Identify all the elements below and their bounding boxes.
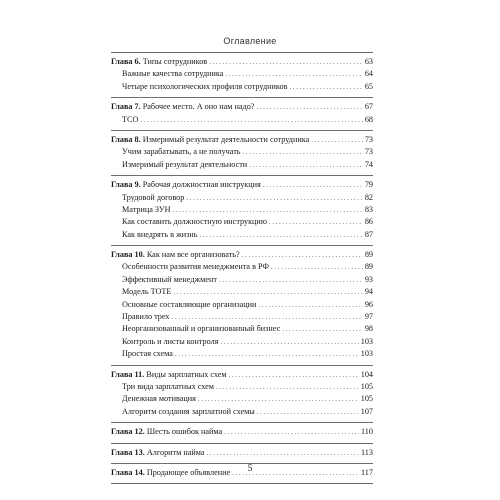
dot-leader xyxy=(225,70,362,78)
dot-leader xyxy=(289,83,362,91)
section-page: 64 xyxy=(364,69,373,79)
section-title: Учим зарабатывать, а не получать xyxy=(122,147,241,157)
chapter-block xyxy=(111,365,373,423)
chapter-number: Глава 12. xyxy=(111,427,145,437)
chapter-title xyxy=(111,370,227,379)
chapter-name: Как нам все организовать? xyxy=(146,250,240,260)
page-header: Оглавление xyxy=(223,36,277,46)
section-entry[interactable] xyxy=(111,407,373,419)
section-title: Модель ТОТЕ xyxy=(122,287,172,297)
dot-leader xyxy=(216,383,359,391)
dot-leader xyxy=(263,181,363,189)
section-page: 96 xyxy=(364,299,373,309)
chapter-block xyxy=(111,443,373,463)
section-title: ТСО xyxy=(122,114,139,124)
section-entry[interactable] xyxy=(111,275,373,287)
section-entry[interactable] xyxy=(111,349,373,361)
section-title: Матрица ЗУН xyxy=(122,204,171,214)
chapter-title xyxy=(111,448,205,457)
chapter-title xyxy=(111,57,207,66)
section-page: 87 xyxy=(364,229,373,239)
section-page: 103 xyxy=(360,336,373,346)
chapter-title xyxy=(111,135,309,144)
dot-leader xyxy=(269,218,363,226)
section-title: Простая схема xyxy=(122,349,173,359)
chapter-number: Глава 10. xyxy=(111,250,145,260)
dot-leader xyxy=(173,206,363,214)
section-page: 105 xyxy=(360,381,373,391)
chapter-entry[interactable] xyxy=(111,370,373,382)
chapter-entry[interactable] xyxy=(111,57,373,69)
page-number: 5 xyxy=(247,464,253,474)
chapter-page: 67 xyxy=(364,102,373,112)
section-entry[interactable] xyxy=(111,300,373,312)
section-page: 94 xyxy=(364,287,373,297)
section-title: Неорганизованный и организованный бизнес xyxy=(122,324,281,334)
dot-leader xyxy=(256,103,362,111)
chapter-name: Типы сотрудников xyxy=(142,57,208,66)
chapter-name: Рабочая должностная инструкция xyxy=(142,180,261,190)
dot-leader xyxy=(199,231,362,239)
section-title: Основные составляющие организации xyxy=(122,299,257,309)
section-entry[interactable] xyxy=(111,382,373,394)
section-page: 65 xyxy=(364,81,373,91)
section-page: 103 xyxy=(360,349,373,359)
chapter-number: Глава 7. xyxy=(111,102,141,112)
section-title: Эффективный менеджмент xyxy=(122,274,217,284)
chapter-title xyxy=(111,250,240,259)
section-entry[interactable] xyxy=(111,262,373,274)
chapter-block xyxy=(111,422,373,442)
dot-leader xyxy=(258,301,362,309)
section-page: 105 xyxy=(360,394,373,404)
section-title: Контроль и листы контроля xyxy=(122,336,219,346)
chapter-number: Глава 13. xyxy=(111,447,145,457)
chapter-name: Виды зарплатных схем xyxy=(146,369,227,379)
dot-leader xyxy=(243,148,363,156)
section-title: Денежная мотивация xyxy=(122,394,196,404)
section-page: 73 xyxy=(364,147,373,157)
chapter-name: Продающее объявление xyxy=(146,467,231,477)
section-entry[interactable] xyxy=(111,337,373,349)
dot-leader xyxy=(172,313,363,321)
chapter-page: 73 xyxy=(364,134,373,144)
section-entry[interactable] xyxy=(111,160,373,172)
section-entry[interactable] xyxy=(111,115,373,127)
section-title: Правило трех xyxy=(122,312,170,322)
chapter-number: Глава 6. xyxy=(111,57,141,66)
section-entry[interactable] xyxy=(111,287,373,299)
section-page: 93 xyxy=(364,274,373,284)
dot-leader xyxy=(173,288,362,296)
chapter-number: Глава 14. xyxy=(111,467,145,477)
chapter-block xyxy=(111,245,373,365)
chapter-page: 113 xyxy=(361,447,373,457)
section-page: 107 xyxy=(360,406,373,416)
chapter-block xyxy=(111,175,373,245)
chapter-page: 79 xyxy=(364,180,373,190)
chapter-page: 63 xyxy=(364,57,373,66)
chapter-title xyxy=(111,102,254,111)
dot-leader xyxy=(229,371,359,379)
section-title: Важные качества сотрудника xyxy=(122,69,224,79)
chapter-entry[interactable] xyxy=(111,180,373,192)
section-title: Алгоритм создания зарплатной схемы xyxy=(122,406,255,416)
chapter-title xyxy=(111,427,222,436)
chapter-entry[interactable] xyxy=(111,135,373,147)
section-page: 98 xyxy=(364,324,373,334)
dot-leader xyxy=(219,276,363,284)
dot-leader xyxy=(249,161,363,169)
chapter-name: Рабочее место. А оно нам надо? xyxy=(142,102,255,112)
table-of-contents xyxy=(111,52,373,484)
chapter-number: Глава 11. xyxy=(111,369,145,379)
section-entry[interactable] xyxy=(111,230,373,242)
section-entry[interactable] xyxy=(111,312,373,324)
chapter-title xyxy=(111,180,261,189)
chapter-number: Глава 8. xyxy=(111,134,141,144)
section-page: 83 xyxy=(364,204,373,214)
dot-leader xyxy=(209,58,363,66)
dot-leader xyxy=(186,194,362,202)
dot-leader xyxy=(175,350,359,358)
dot-leader xyxy=(198,395,359,403)
section-title: Особенности развития менеджмента в РФ xyxy=(122,262,269,272)
section-entry[interactable] xyxy=(111,394,373,406)
dot-leader xyxy=(140,116,362,124)
section-title: Трудовой договор xyxy=(122,192,185,202)
section-entry[interactable] xyxy=(111,324,373,336)
section-page: 86 xyxy=(364,217,373,227)
section-page: 97 xyxy=(364,312,373,322)
section-entry[interactable] xyxy=(111,205,373,217)
dot-leader xyxy=(207,449,360,457)
section-page: 89 xyxy=(364,262,373,272)
section-page: 74 xyxy=(364,159,373,169)
chapter-page: 117 xyxy=(361,467,373,477)
chapter-number: Глава 9. xyxy=(111,180,141,190)
section-entry[interactable] xyxy=(111,69,373,81)
chapter-entry[interactable] xyxy=(111,102,373,114)
chapter-name: Измеримый результат деятельности сотрудника xyxy=(142,134,310,144)
chapter-page: 110 xyxy=(361,427,373,437)
chapter-name: Алгоритм найма xyxy=(146,447,205,457)
dot-leader xyxy=(271,263,363,271)
chapter-page: 89 xyxy=(364,250,373,260)
section-entry[interactable] xyxy=(111,193,373,205)
chapter-entry[interactable] xyxy=(111,250,373,262)
dot-leader xyxy=(224,428,359,436)
section-title: Как внедрять в жизнь xyxy=(122,229,198,239)
section-title: Три вида зарплатных схем xyxy=(122,381,214,391)
dot-leader xyxy=(257,408,359,416)
chapter-name: Шесть ошибок найма xyxy=(146,427,223,437)
dot-leader xyxy=(220,338,358,346)
dot-leader xyxy=(282,325,363,333)
section-page: 82 xyxy=(364,192,373,202)
section-title: Как составить должностную инструкцию xyxy=(122,217,267,227)
chapter-entry[interactable] xyxy=(111,427,373,439)
section-page: 68 xyxy=(364,114,373,124)
chapter-block xyxy=(111,52,373,97)
chapter-block xyxy=(111,97,373,130)
chapter-page: 104 xyxy=(360,369,373,379)
section-title: Измеримый результат деятельности xyxy=(122,159,248,169)
chapter-block xyxy=(111,130,373,175)
section-entry[interactable] xyxy=(111,217,373,229)
section-entry[interactable] xyxy=(111,147,373,159)
dot-leader xyxy=(311,136,363,144)
section-entry[interactable] xyxy=(111,82,373,94)
section-title: Четыре психологических профиля сотрудников xyxy=(122,81,288,91)
dot-leader xyxy=(242,251,363,259)
chapter-entry[interactable] xyxy=(111,448,373,460)
